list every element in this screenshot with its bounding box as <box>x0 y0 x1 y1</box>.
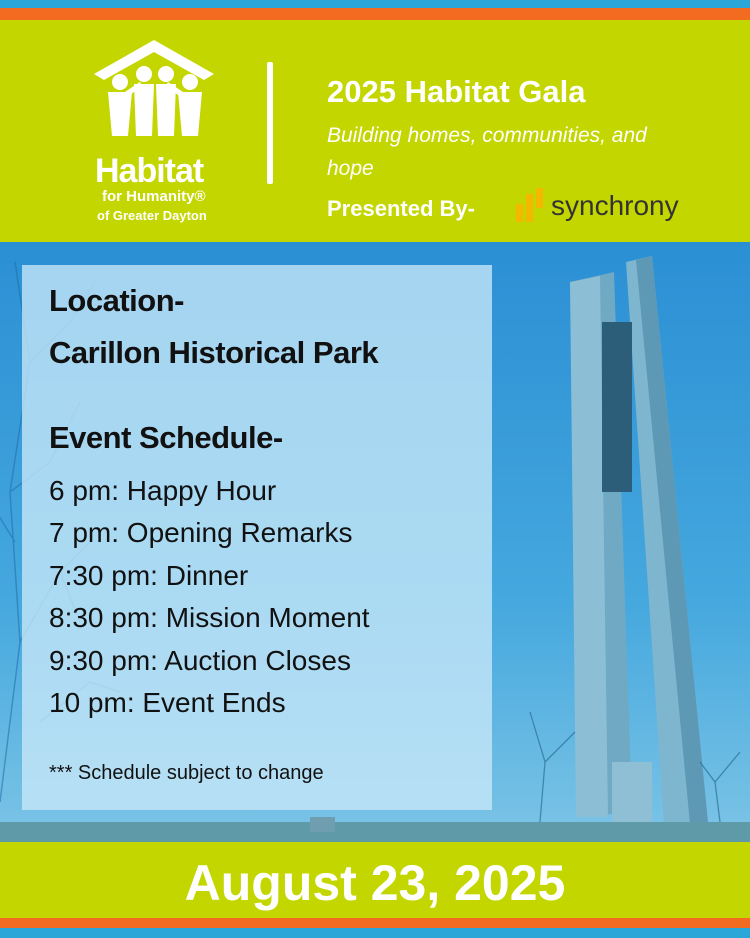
schedule-item: 6 pm: Happy Hour <box>49 475 277 506</box>
sponsor-name: synchrony <box>551 190 679 221</box>
info-panel <box>22 265 492 810</box>
schedule-list <box>49 470 370 724</box>
bottom-blue-stripe <box>0 928 750 938</box>
logo-subtitle: for Humanity® <box>102 188 206 205</box>
bottom-orange-stripe <box>0 918 750 928</box>
event-tagline: Building homes, communities, and hope <box>327 124 647 180</box>
schedule-note: *** Schedule subject to change <box>49 762 324 784</box>
header-divider <box>267 62 273 184</box>
schedule-item: 9:30 pm: Auction Closes <box>49 644 351 676</box>
event-title: 2025 Habitat Gala <box>327 74 586 109</box>
top-blue-stripe <box>0 0 750 8</box>
header <box>0 20 750 242</box>
presented-by-label: Presented By- <box>327 196 475 221</box>
date-bar <box>0 842 750 918</box>
top-orange-stripe <box>0 8 750 20</box>
schedule-item: 8:30 pm: Mission Moment <box>49 602 370 634</box>
event-date: August 23, 2025 <box>184 855 566 911</box>
location-venue: Carillon Historical Park <box>49 335 379 370</box>
schedule-item: 10 pm: Event Ends <box>49 687 286 719</box>
synchrony-bars-logo-icon <box>516 188 546 224</box>
schedule-heading: Event Schedule- <box>49 420 283 455</box>
logo-chapter: of Greater Dayton <box>97 208 207 223</box>
habitat-house-people-logo-icon <box>92 38 216 138</box>
logo-name: Habitat <box>95 152 204 190</box>
location-heading: Location- <box>49 283 184 318</box>
schedule-item: 7 pm: Opening Remarks <box>49 517 353 549</box>
schedule-item: 7:30 pm: Dinner <box>49 559 249 591</box>
habitat-logo <box>92 38 222 228</box>
